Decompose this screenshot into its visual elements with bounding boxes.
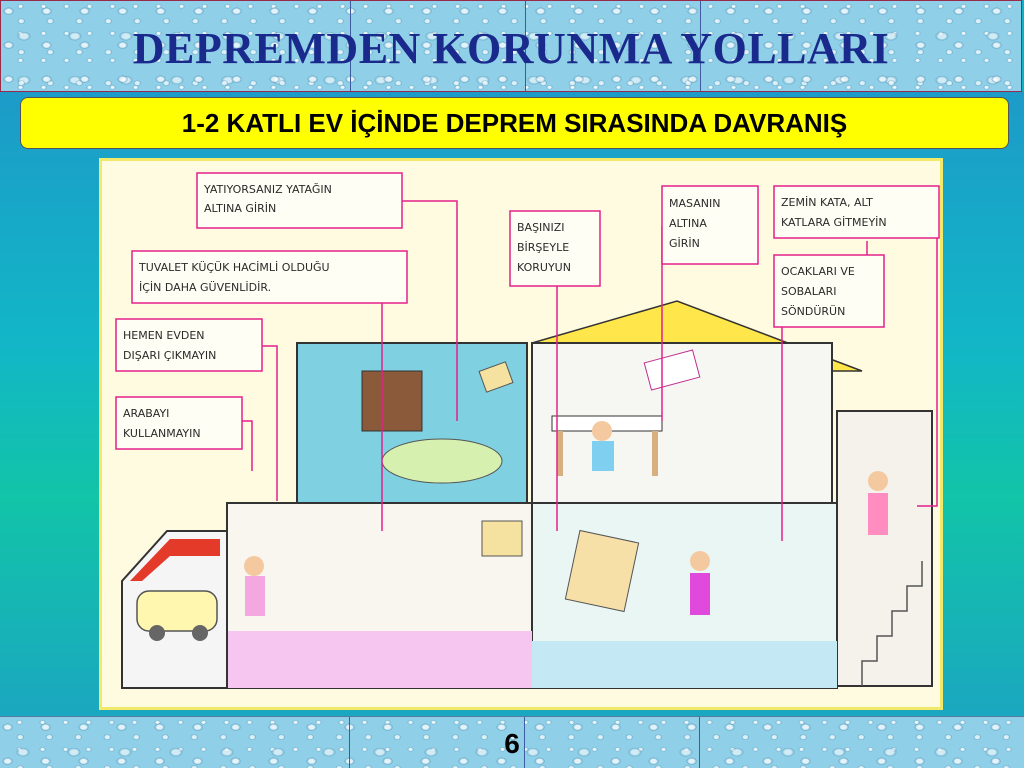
callout-toilet-line1: TUVALET KÜÇÜK HACİMLİ OLDUĞU <box>139 261 330 274</box>
callout-bed-line2: ALTINA GİRİN <box>204 202 277 215</box>
callout-stove-line2: SOBALARI <box>781 285 837 298</box>
callout-table-line1: MASANIN <box>669 197 721 210</box>
floor-rug <box>227 631 532 688</box>
callout-table-line3: GİRİN <box>669 237 700 250</box>
person-head <box>592 421 612 441</box>
subtitle-banner <box>20 97 1009 149</box>
callout-head-line2: BİRŞEYLE <box>517 241 570 254</box>
house-drawing <box>102 161 940 707</box>
car <box>137 591 217 631</box>
earthquake-house-illustration <box>99 158 943 710</box>
kitchen-floor <box>532 641 837 688</box>
callout-outside <box>116 319 262 371</box>
callout-car-line2: KULLANMAYIN <box>123 427 201 440</box>
person-head <box>244 556 264 576</box>
person-head <box>690 551 710 571</box>
callout-floor-line2: KATLARA GİTMEYİN <box>781 216 887 229</box>
callout-floor-line1: ZEMİN KATA, ALT <box>781 196 873 209</box>
callout-table-line2: ALTINA <box>669 217 707 230</box>
person-body <box>868 493 888 535</box>
person-body <box>245 576 265 616</box>
person-head <box>868 471 888 491</box>
callout-outside-line2: DIŞARI ÇIKMAYIN <box>123 349 217 362</box>
callout-head-line3: KORUYUN <box>517 261 571 274</box>
callout-floor <box>774 186 939 238</box>
callout-toilet-line2: İÇİN DAHA GÜVENLİDİR. <box>139 281 272 294</box>
callout-toilet <box>132 251 407 303</box>
slide-title: DEPREMDEN KORUNMA YOLLARI <box>132 24 890 73</box>
person-body <box>690 573 710 615</box>
page-number: 6 <box>504 728 520 759</box>
stairwell <box>837 411 932 686</box>
person-body <box>592 441 614 471</box>
title-bar <box>0 0 1022 92</box>
callout-car <box>116 397 242 449</box>
subtitle: 1-2 KATLI EV İÇİNDE DEPREM SIRASINDA DAVRANIŞ <box>181 108 848 138</box>
callout-stove-line3: SÖNDÜRÜN <box>781 305 846 318</box>
callout-bed <box>197 173 402 228</box>
car-wheel <box>149 625 165 641</box>
bed <box>382 439 502 483</box>
table-leg <box>557 431 563 476</box>
callout-table <box>662 186 758 264</box>
callout-head <box>510 211 600 286</box>
callout-car-line1: ARABAYI <box>123 407 170 420</box>
leader-line <box>242 421 252 471</box>
table-leg <box>652 431 658 476</box>
callout-outside-line1: HEMEN EVDEN <box>123 329 205 342</box>
leader-line <box>262 346 277 501</box>
callout-head-line1: BAŞINIZI <box>517 221 565 234</box>
shelf <box>482 521 522 556</box>
callout-stove-line1: OCAKLARI VE <box>781 265 855 278</box>
callout-bed-line1: YATIYORSANIZ YATAĞIN <box>204 183 332 196</box>
callout-stove <box>774 255 884 327</box>
car-wheel <box>192 625 208 641</box>
wardrobe <box>362 371 422 431</box>
